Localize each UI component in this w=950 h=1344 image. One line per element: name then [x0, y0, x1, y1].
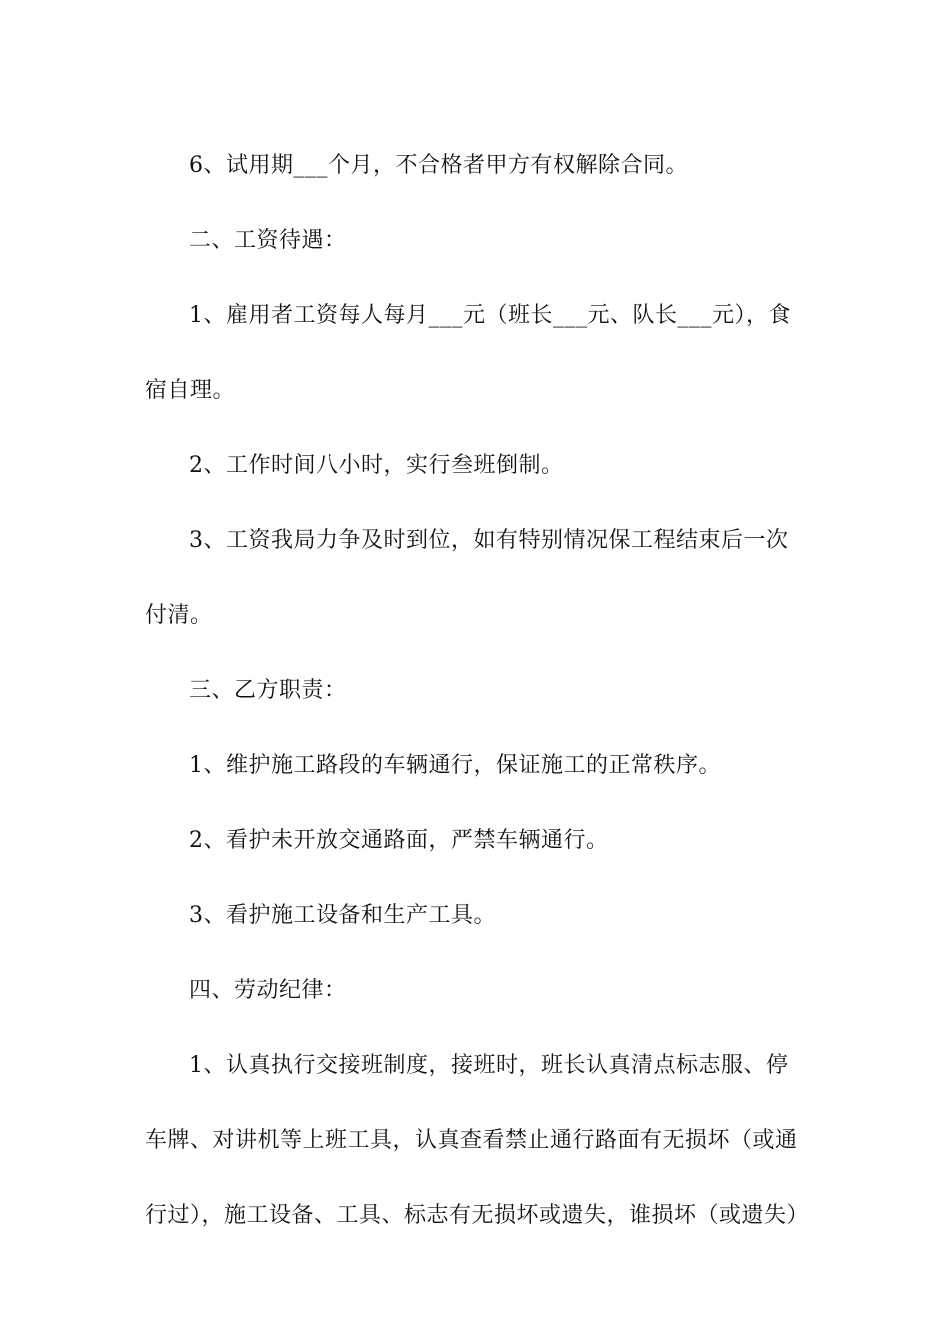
paragraph-duty-road: 2、看护未开放交通路面，严禁车辆通行。	[189, 828, 609, 853]
document-body	[145, 128, 810, 1253]
paragraph-shift-handover: 1、认真执行交接班制度，接班时，班长认真清点标志服、停车牌、对讲机等上班工具，认真查看禁止通行路面有无损坏（或通行过），施工设备、工具、标志有无损坏或遗失，谁损坏（或遗失）	[145, 1053, 810, 1228]
paragraph-probation: 6、试用期___个月，不合格者甲方有权解除合同。	[189, 153, 688, 178]
section-heading-wages: 二、工资待遇：	[189, 228, 347, 253]
paragraph-duty-equipment: 3、看护施工设备和生产工具。	[189, 903, 496, 928]
paragraph-working-hours: 2、工作时间八小时，实行叁班倒制。	[189, 453, 564, 478]
section-heading-discipline: 四、劳动纪律：	[189, 978, 347, 1003]
paragraph-monthly-wage: 1、雇用者工资每人每月___元（班长___元、队长___元），食宿自理。	[145, 303, 791, 403]
section-heading-duties: 三、乙方职责：	[189, 678, 347, 703]
paragraph-duty-traffic: 1、维护施工路段的车辆通行，保证施工的正常秩序。	[189, 753, 721, 778]
paragraph-wage-payment: 3、工资我局力争及时到位，如有特别情况保工程结束后一次付清。	[145, 528, 789, 628]
